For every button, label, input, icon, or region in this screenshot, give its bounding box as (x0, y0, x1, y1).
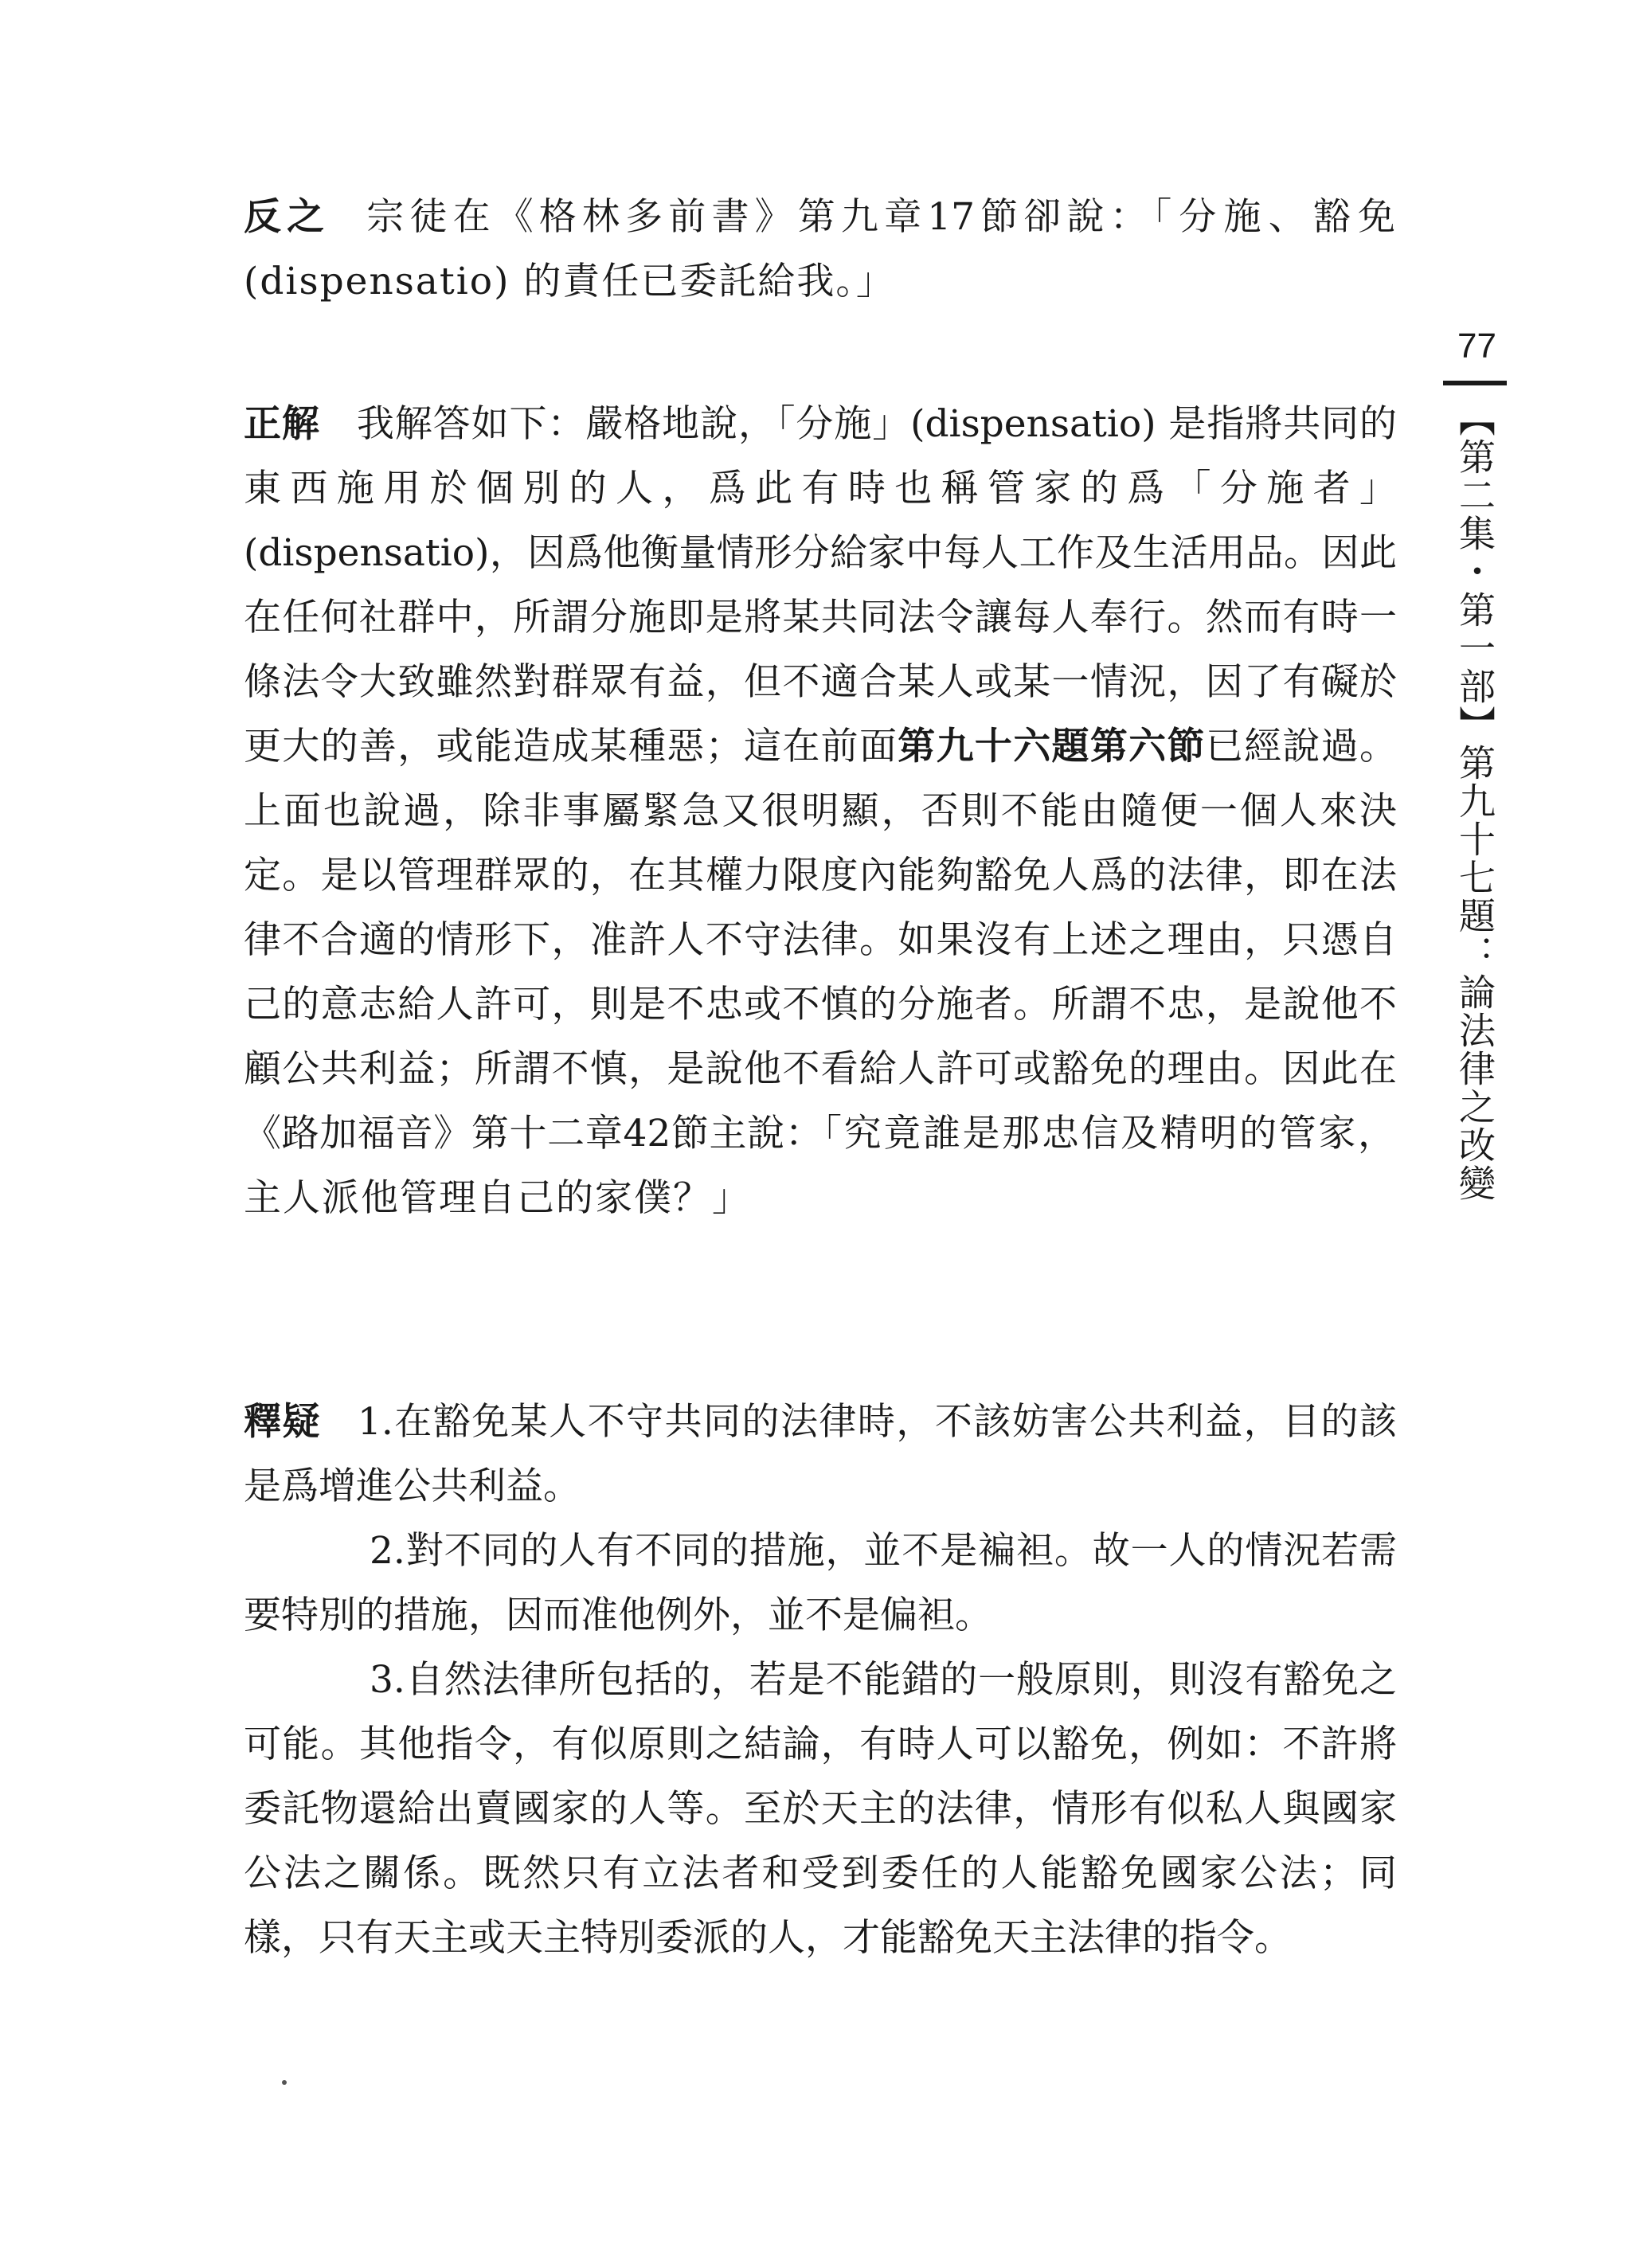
objection-paragraph (244, 185, 1397, 314)
objection-label: 反之 (244, 195, 331, 239)
response-section (244, 392, 1397, 1230)
replies-label: 釋疑 (244, 1400, 321, 1444)
reply-3-text: 3.自然法律所包括的，若是不能錯的一般原則，則沒有豁免之可能。其他指令，有似原則之結論，有時人可以豁免，例如：不許將委託物還給出賣國家的人等。至於天主的法律，情形有似私人與國家公法之關係。既然只有立法者和受到委任的人能豁免國家公法；同樣，只有天主或天主特別委派的人，才能豁免天主法律的指令。 (244, 1658, 1397, 1960)
reply-3 (244, 1648, 1397, 1970)
running-head: 【第二集・第一部】第九十七題：論法律之改變 (1443, 381, 1507, 1202)
response-text-1: 我解答如下：嚴格地說，「分施」(dispensatio) 是指將共同的東西施用於個別的人，爲此有時也稱管家的爲「分施者」(dispensatio)，因爲他衡量情形分給家中每人工作及生活用品。因此在任何社群中，所謂分施即是將某共同法令讓每人奉行。然而有時一條法令大致雖然對群眾有益，但不適合某人或某一情況，因了有礙於更大的善，或能造成某種惡；這在前面 (244, 402, 1397, 768)
reply-2 (244, 1519, 1397, 1648)
replies-section (244, 1390, 1397, 1970)
page-number: 77 (1457, 327, 1496, 366)
stray-mark (282, 2080, 287, 2085)
response-label: 正解 (244, 402, 320, 446)
response-paragraph (244, 392, 1397, 1230)
cross-reference: 第九十六題第六節 (898, 725, 1206, 768)
objection-quote: 「分施、豁免(dispensatio) 的責任已委託給我。」 (244, 195, 1398, 303)
objection-lead: 宗徒在《格林多前書》第九章17節卻說： (366, 195, 1153, 239)
response-quote: 「究竟誰是那忠信及精明的管家，主人派他管理自己的家僕？」 (244, 1112, 1398, 1220)
response-text-2: 已經說過。上面也說過，除非事屬緊急又很明顯，否則不能由隨便一個人來決定。是以管理群眾的，在其權力限度內能夠豁免人爲的法律，即在法律不合適的情形下，准許人不守法律。如果沒有上述之理由，只憑自己的意志給人許可，則是不忠或不慎的分施者。所謂不忠，是說他不顧公共利益；所謂不慎，是說他不看給人許可或豁免的理由。因此在《路加福音》第十二章42節主說： (244, 725, 1398, 1156)
reply-1 (244, 1390, 1397, 1519)
objection-section (244, 185, 1397, 314)
reply-2-text: 2.對不同的人有不同的措施，並不是褊袒。故一人的情況若需要特別的措施，因而准他例外，並不是偏袒。 (244, 1529, 1397, 1637)
reply-1-text: 1.在豁免某人不守共同的法律時，不該妨害公共利益，目的該是爲增進公共利益。 (244, 1400, 1398, 1508)
